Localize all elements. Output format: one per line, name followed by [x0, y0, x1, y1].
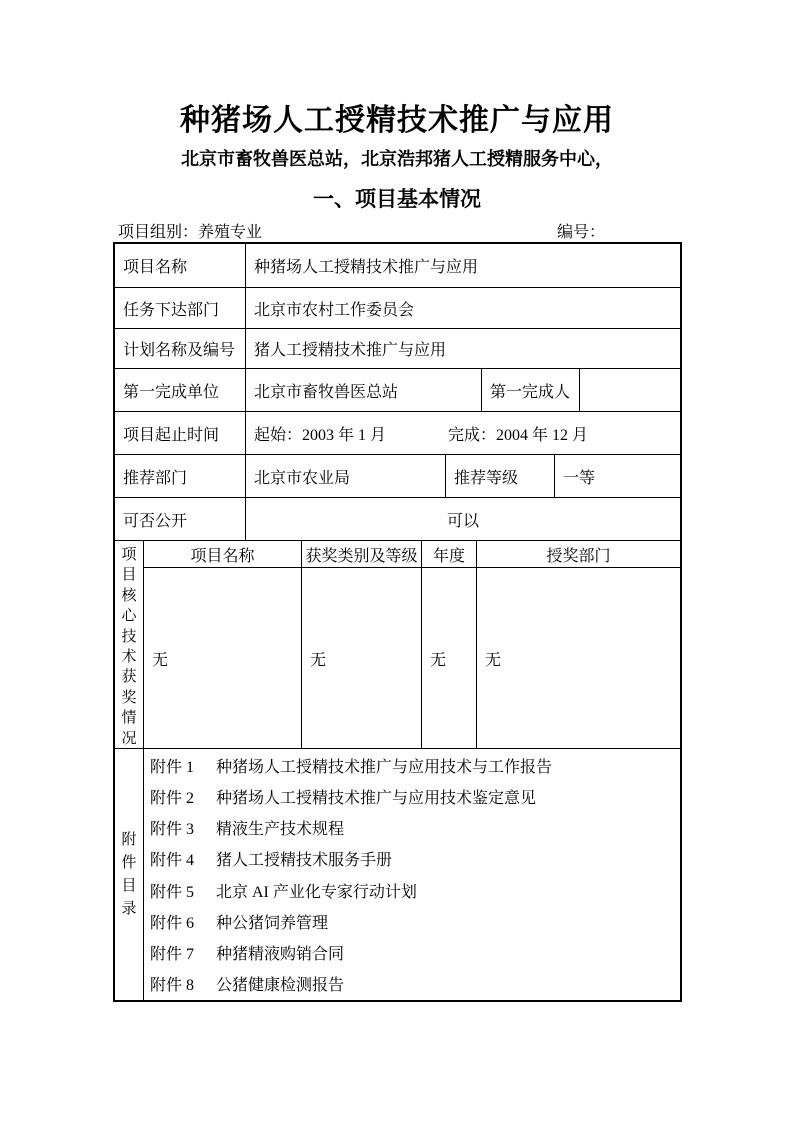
recommend-grade-value: 一等 — [554, 455, 680, 497]
plan-name-value: 猪人工授精技术推广与应用 — [245, 329, 680, 368]
attachment-item — [144, 968, 680, 999]
attachment-no: 附件 5 — [150, 883, 195, 901]
number-label: 编号： — [557, 224, 606, 241]
attachments-section — [115, 748, 680, 1000]
awards-value-project: 无 — [152, 651, 169, 669]
attachments-side-cell — [115, 749, 143, 1000]
awards-header-year: 年度 — [421, 541, 476, 567]
attachment-title: 种猪场人工授精技术推广与应用技术鉴定意见 — [216, 790, 537, 808]
attachment-no: 附件 7 — [150, 945, 195, 963]
recommend-grade-label: 推荐等级 — [445, 455, 554, 497]
recommender-value: 北京市农业局 — [245, 455, 445, 497]
attachment-item — [144, 750, 680, 781]
attachment-title: 公猪健康检测报告 — [216, 976, 345, 994]
awards-value-department: 无 — [476, 568, 680, 748]
attachment-title: 精液生产技术规程 — [216, 821, 345, 839]
attachments-side-label: 附件目录 — [121, 831, 137, 917]
attachment-item — [144, 843, 680, 874]
duration-start: 起始：2003 年 1 月 — [254, 426, 387, 444]
duration-label: 项目起止时间 — [123, 426, 220, 444]
awards-header-department: 授奖部门 — [476, 541, 680, 567]
awards-header-project: 项目名称 — [190, 547, 255, 565]
attachment-title: 种猪场人工授精技术推广与应用技术与工作报告 — [216, 759, 553, 777]
attachment-item — [144, 937, 680, 968]
awards-section — [115, 540, 680, 748]
attachment-no: 附件 2 — [150, 790, 195, 808]
attachment-title: 种公猪饲养管理 — [216, 914, 329, 932]
duration-value — [245, 412, 680, 454]
row-duration — [115, 411, 680, 454]
row-public — [115, 497, 680, 540]
attachment-no: 附件 1 — [150, 759, 195, 777]
plan-name-label: 计划名称及编号 — [123, 342, 236, 359]
first-unit-value: 北京市畜牧兽医总站 — [245, 369, 481, 411]
page-title: 种猪场人工授精技术推广与应用 — [180, 104, 614, 137]
duration-end: 完成：2004 年 12 月 — [448, 426, 589, 444]
attachment-no: 附件 8 — [150, 976, 195, 994]
attachment-item — [144, 781, 680, 812]
first-person-label: 第一完成人 — [481, 369, 579, 411]
first-person-value — [579, 369, 680, 411]
first-unit-label: 第一完成单位 — [123, 383, 220, 401]
project-info-table — [113, 242, 682, 1002]
row-project-name — [115, 244, 680, 287]
public-value: 可以 — [245, 498, 680, 540]
attachment-title: 北京 AI 产业化专家行动计划 — [216, 883, 417, 901]
attachment-list — [143, 749, 680, 1000]
attachment-no: 附件 6 — [150, 914, 195, 932]
public-label: 可否公开 — [123, 512, 188, 530]
project-name-value: 种猪场人工授精技术推广与应用 — [245, 244, 680, 287]
task-department-label: 任务下达部门 — [123, 301, 220, 319]
attachment-title: 种猪精液购销合同 — [216, 945, 345, 963]
awards-side-cell — [115, 541, 143, 748]
attachment-no: 附件 3 — [150, 821, 195, 839]
row-first-unit — [115, 368, 680, 411]
recommender-label: 推荐部门 — [123, 469, 188, 487]
row-plan-name — [115, 328, 680, 368]
task-department-value: 北京市农村工作委员会 — [245, 288, 680, 328]
project-name-label: 项目名称 — [123, 259, 188, 276]
row-recommender — [115, 454, 680, 497]
meta-line — [113, 219, 682, 242]
awards-value-year: 无 — [421, 568, 476, 748]
awards-side-label: 项目核心技术获奖情况 — [121, 547, 137, 747]
attachment-item — [144, 812, 680, 843]
project-group-label: 项目组别：养殖专业 — [118, 224, 263, 241]
awards-value-category: 无 — [301, 568, 421, 748]
attachment-no: 附件 4 — [150, 852, 195, 870]
awards-grid — [143, 541, 680, 748]
attachment-item — [144, 875, 680, 906]
awards-value-row — [144, 568, 680, 748]
awards-header-category: 获奖类别及等级 — [301, 541, 421, 567]
attachment-item — [144, 906, 680, 937]
attachment-title: 猪人工授精技术服务手册 — [216, 852, 393, 870]
page-subtitle: 北京市畜牧兽医总站，北京浩邦猪人工授精服务中心， — [181, 149, 613, 169]
row-task-department — [115, 287, 680, 328]
section-heading: 一、项目基本情况 — [313, 188, 481, 211]
awards-header-row — [144, 541, 680, 568]
